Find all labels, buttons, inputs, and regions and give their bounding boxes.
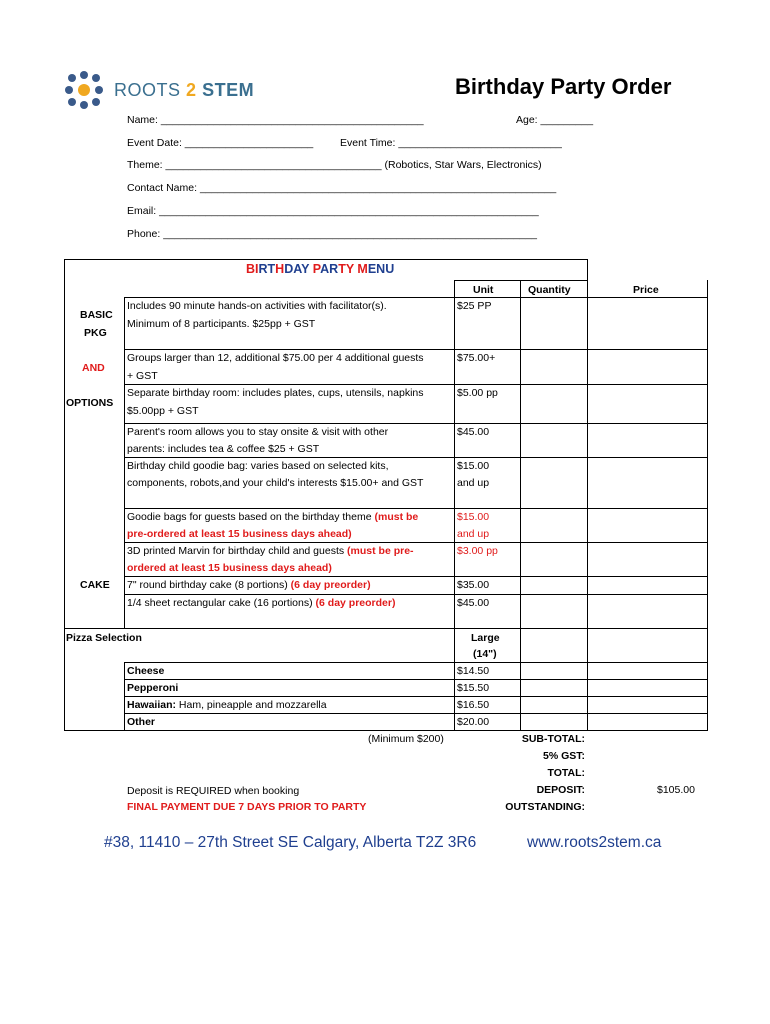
- final-payment-note: FINAL PAYMENT DUE 7 DAYS PRIOR TO PARTY: [127, 801, 367, 813]
- row-sheet-cake-unit: $45.00: [457, 597, 490, 609]
- row-groups-line1: Groups larger than 12, additional $75.00 per 4 additional guests: [127, 352, 424, 364]
- row-groups-line2: + GST: [127, 370, 158, 382]
- row-marvin-line2: ordered at least 15 business days ahead): [127, 562, 332, 574]
- contact-name-field[interactable]: Contact Name: _____________________________________________________________: [127, 182, 557, 194]
- event-time-field[interactable]: Event Time: ____________________________: [340, 137, 562, 149]
- row-goodie-child-unit1: $15.00: [457, 460, 490, 472]
- name-field[interactable]: Name: _____________________________________________: [127, 114, 424, 126]
- row-goodie-child-line2: components, robots,and your child's interests $15.00+ and GST: [127, 477, 424, 489]
- minimum-note: (Minimum $200): [368, 733, 444, 745]
- logo-wordmark: ROOTS 2 STEM: [114, 80, 255, 100]
- footer-website[interactable]: www.roots2stem.ca: [527, 834, 662, 851]
- section-basic: BASIC: [80, 309, 113, 321]
- quantity-header: Quantity: [528, 284, 571, 296]
- page-title: Birthday Party Order: [455, 74, 672, 99]
- pizza-size-label: (14"): [473, 648, 497, 660]
- row-round-cake: 7" round birthday cake (8 portions) (6 day preorder): [127, 579, 371, 591]
- row-room-line2: $5.00pp + GST: [127, 405, 199, 417]
- row-marvin-unit: $3.00 pp: [457, 545, 498, 557]
- row-round-cake-unit: $35.00: [457, 579, 490, 591]
- pizza-item: Other: [127, 716, 156, 728]
- row-goodie-child-line1: Birthday child goodie bag: varies based on selected kits,: [127, 460, 389, 472]
- row-goodie-guests-unit2: and up: [457, 528, 490, 540]
- unit-header: Unit: [473, 284, 494, 296]
- row-room-line1: Separate birthday room: includes plates, cups, utensils, napkins: [127, 387, 424, 399]
- row-basic-line2: Minimum of 8 participants. $25pp + GST: [127, 318, 316, 330]
- pizza-item: Hawaiian: Ham, pineapple and mozzarella: [127, 699, 327, 711]
- section-pkg: PKG: [84, 327, 107, 339]
- section-cake: CAKE: [80, 579, 110, 591]
- menu-title: BIRTHDAY PARTY MENU: [246, 262, 395, 276]
- deposit-note: Deposit is REQUIRED when booking: [127, 785, 300, 797]
- row-marvin-line1: 3D printed Marvin for birthday child and guests (must be pre-: [127, 545, 414, 557]
- row-parents-unit: $45.00: [457, 426, 490, 438]
- row-room-unit: $5.00 pp: [457, 387, 498, 399]
- price-header: Price: [633, 284, 659, 296]
- pizza-price: $14.50: [457, 665, 490, 677]
- section-pizza: Pizza Selection: [66, 632, 142, 644]
- theme-field[interactable]: Theme: _____________________________________ (Robotics, Star Wars, Electronics): [127, 159, 542, 171]
- row-basic-unit: $25 PP: [457, 300, 492, 312]
- pizza-large-label: Large: [471, 632, 500, 644]
- outstanding-label: OUTSTANDING:: [505, 801, 585, 813]
- deposit-value: $105.00: [657, 784, 695, 796]
- gst-label: 5% GST:: [542, 750, 585, 762]
- phone-field[interactable]: Phone: ________________________________________________________________: [127, 228, 537, 240]
- row-goodie-guests-unit1: $15.00: [457, 511, 490, 523]
- logo-mark-icon: [64, 70, 114, 110]
- row-goodie-guests-line1: Goodie bags for guests based on the birthday theme (must be: [127, 511, 419, 523]
- row-parents-line2: parents: includes tea & coffee $25 + GST: [127, 443, 320, 455]
- event-date-field[interactable]: Event Date: ______________________: [127, 137, 314, 149]
- pizza-item: Pepperoni: [127, 682, 179, 694]
- pizza-price: $15.50: [457, 682, 490, 694]
- row-parents-line1: Parent's room allows you to stay onsite & visit with other: [127, 426, 389, 438]
- section-options: OPTIONS: [66, 397, 114, 409]
- row-goodie-guests-line2: pre-ordered at least 15 business days ahead): [127, 528, 352, 540]
- total-label: TOTAL:: [547, 767, 585, 779]
- pizza-item: Cheese: [127, 665, 165, 677]
- row-groups-unit: $75.00+: [457, 352, 496, 364]
- pizza-price: $16.50: [457, 699, 490, 711]
- row-sheet-cake: 1/4 sheet rectangular cake (16 portions) (6 day preorder): [127, 597, 396, 609]
- deposit-label: DEPOSIT:: [536, 784, 585, 796]
- footer-address: #38, 11410 – 27th Street SE Calgary, Alberta T2Z 3R6: [104, 834, 477, 851]
- row-goodie-child-unit2: and up: [457, 477, 490, 489]
- pizza-price: $20.00: [457, 716, 490, 728]
- subtotal-label: SUB-TOTAL:: [521, 733, 585, 745]
- row-basic-line1: Includes 90 minute hands-on activities with facilitator(s).: [127, 300, 387, 312]
- age-field[interactable]: Age: _________: [516, 114, 594, 126]
- section-and: AND: [82, 362, 105, 374]
- email-field[interactable]: Email: _________________________________________________________________: [127, 205, 539, 217]
